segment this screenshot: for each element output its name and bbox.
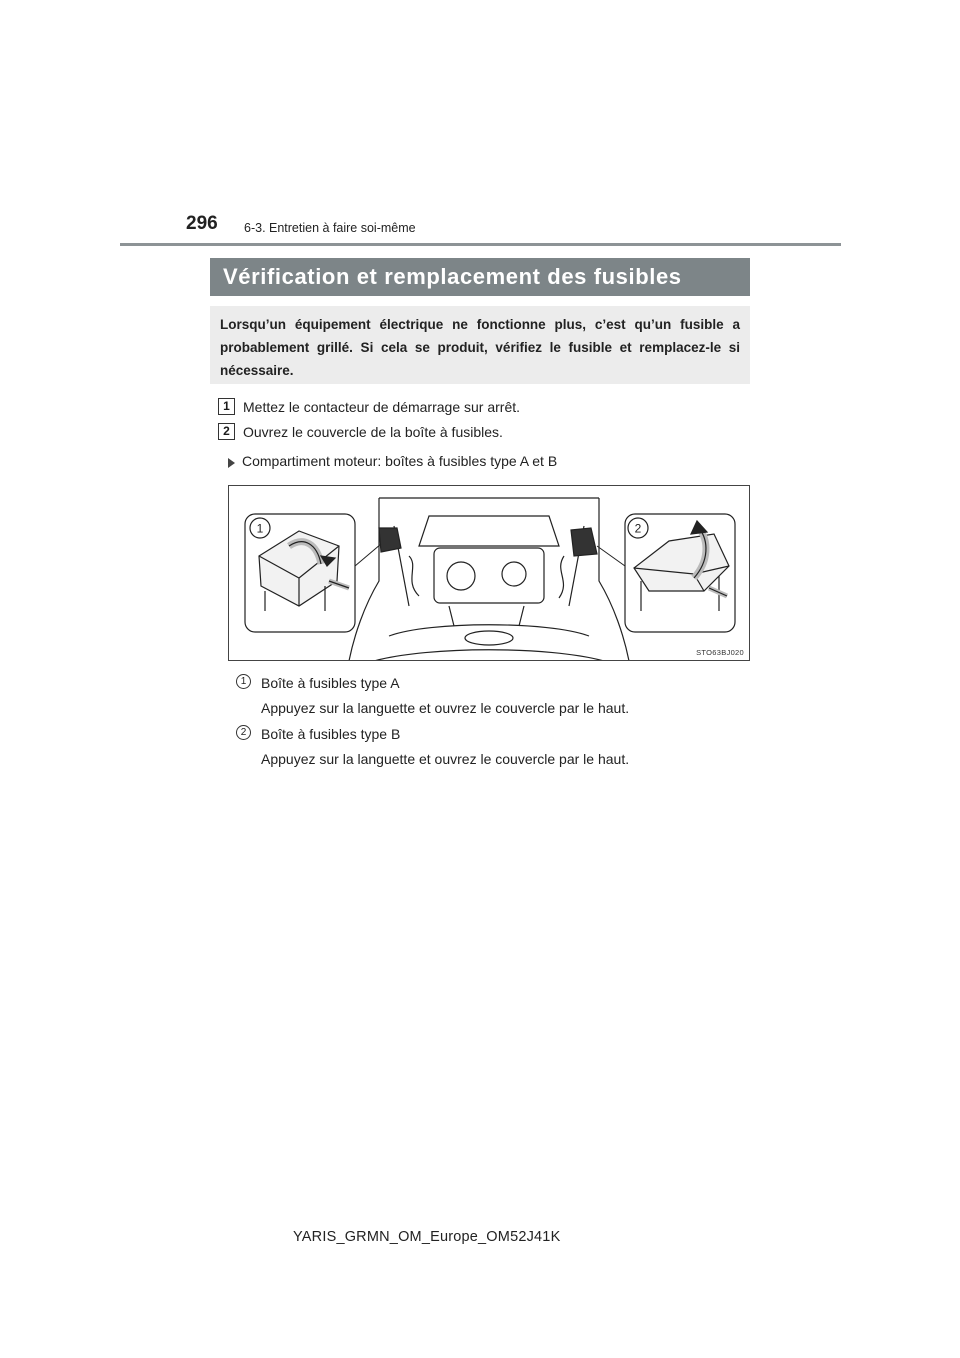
section-title: Vérification et remplacement des fusibles <box>210 258 750 296</box>
figure-code: STO63BJ020 <box>696 648 744 657</box>
item-2-label: Boîte à fusibles type B <box>261 726 401 742</box>
item-1-label: Boîte à fusibles type A <box>261 675 400 691</box>
item-1-number: 1 <box>236 674 251 689</box>
item-1-description: Appuyez sur la languette et ouvrez le couvercle par le haut. <box>261 700 630 716</box>
bullet-arrow-icon <box>228 458 235 468</box>
figure-callout-1: 1 <box>256 521 264 536</box>
figure-callout-2: 2 <box>634 521 642 536</box>
item-2-number: 2 <box>236 725 251 740</box>
step-2-text: Ouvrez le couvercle de la boîte à fusibles. <box>243 424 503 440</box>
bullet-text: Compartiment moteur: boîtes à fusibles type A et B <box>242 453 558 469</box>
engine-bay-figure <box>228 485 750 661</box>
section-reference: 6-3. Entretien à faire soi-même <box>244 221 416 235</box>
engine-bay-fuse-box-illustration <box>229 486 750 661</box>
step-2-badge: 2 <box>218 423 235 440</box>
page-number: 296 <box>186 213 218 234</box>
step-1-badge: 1 <box>218 398 235 415</box>
item-2-description: Appuyez sur la languette et ouvrez le couvercle par le haut. <box>261 751 630 767</box>
header-divider <box>120 243 841 246</box>
document-footer: YARIS_GRMN_OM_Europe_OM52J41K <box>293 1229 561 1245</box>
intro-note: Lorsqu’un équipement électrique ne fonctionne plus, c’est qu’un fusible a probablement grillé. Si cela se produit, vérifiez le fusible et remplacez-le si nécessaire. <box>210 306 750 384</box>
step-1-text: Mettez le contacteur de démarrage sur arrêt. <box>243 399 521 415</box>
